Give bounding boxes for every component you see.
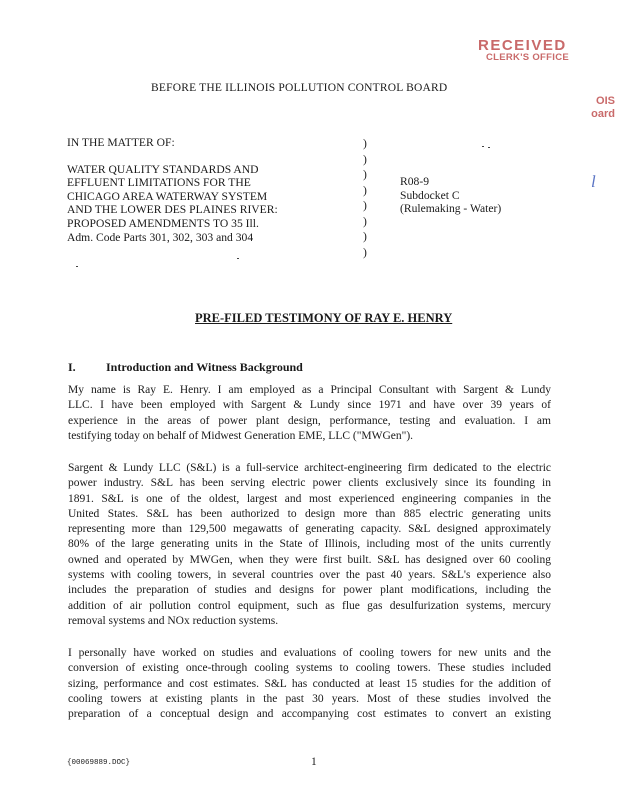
document-code: {00069889.DOC} [67,759,131,767]
paragraph-cooling-tower-experience [68,646,551,722]
caption-paren: ) [363,199,367,212]
caption-line: CHICAGO AREA WATERWAY SYSTEM [67,189,268,203]
text-line: I personally have worked on studies and evaluations of cooling towers for new units and the [68,647,551,659]
caption-paren: ) [363,168,367,181]
text-line: sizing, performance and cost estimates. S&L has conducted at least 15 studies for the addition of [68,677,551,690]
text-line: United States. S&L has been authorized to design more than 885 electric generating units [68,507,551,520]
stamp-fragment-ois: OIS [596,95,615,107]
text-line: removal systems and NOx reduction systems. [68,614,279,627]
text-line: My name is Ray E. Henry. I am employed as a Principal Consultant with Sargent & Lundy [68,384,551,396]
text-line: testifying today on behalf of Midwest Generation EME, LLC ("MWGen"). [68,429,414,442]
court-header: BEFORE THE ILLINOIS POLLUTION CONTROL BOARD [151,82,448,94]
caption-parentheses [363,136,367,260]
stamp-fragment-board: oard [591,108,615,120]
text-line: cooling towers at existing plants in the past 30 years. Most of these studies involved the [68,692,551,705]
docket-info [400,175,501,216]
text-line: owned and operated by MWGen, when they were first built. S&L has designed over 60 cooling [68,553,551,566]
caption-line: WATER QUALITY STANDARDS AND [67,162,259,176]
text-line: power industry. S&L has been serving electric power clients exclusively since its founding in [68,477,551,490]
scan-speck [76,266,78,267]
caption-line: IN THE MATTER OF: [67,136,175,149]
docket-number: R08-9 [400,175,429,188]
text-line: addition of air pollution control equipment, such as flue gas desulfurization systems, mercury [68,599,551,612]
caption-line: EFFLUENT LIMITATIONS FOR THE [67,176,251,190]
subdocket: Subdocket C [400,188,460,202]
caption-paren: ) [363,152,367,166]
caption-paren: ) [363,183,367,197]
paragraph-introduction [68,383,551,444]
paragraph-firm-background [68,461,551,629]
scan-speck [482,146,484,147]
text-line: 80% of the large generating units in the State of Illinois, including most of the units currently [68,538,551,551]
caption-paren: ) [363,230,367,243]
section-number: I. [68,360,76,374]
caption-spacer [67,150,278,163]
docket-type: (Rulemaking - Water) [400,202,502,216]
page-number: 1 [311,756,317,768]
text-line: 1891. S&L is one of the oldest, largest and most experienced engineering companies in the [68,492,551,505]
scan-speck [488,147,490,148]
text-line: includes the preparation of studies and designs for power plant modifications, including the [68,584,551,597]
text-line: experience in the areas of power plant design, performance, testing and evaluation. I am [68,414,551,427]
scan-speck [237,258,239,259]
caption-line: Adm. Code Parts 301, 302, 303 and 304 [67,230,254,244]
case-caption-matter [67,136,278,244]
testimony-title: PRE-FILED TESTIMONY OF RAY E. HENRY [195,311,453,325]
text-line: preparation of a conceptual design and accompanying cost estimates to convert an existing [68,708,551,721]
caption-line: AND THE LOWER DES PLAINES RIVER: [67,203,278,217]
text-line: LLC. I have been employed with Sargent & Lundy since 1971 and have over 39 years of [68,399,551,412]
text-line: systems with cooling towers, in several countries over the past 40 years. S&L's experience also [68,569,551,582]
text-line: representing more than 129,500 megawatts of generating capacity. S&L designed approximately [68,523,551,536]
section-heading: Introduction and Witness Background [106,360,303,374]
caption-line: PROPOSED AMENDMENTS TO 35 Ill. [67,216,259,230]
text-line: conversion of existing once-through cooling systems to cooling towers. These studies included [68,662,551,675]
received-stamp: RECEIVED [478,37,567,54]
margin-handwritten-mark: l [591,172,596,191]
clerks-office-stamp: CLERK'S OFFICE [486,52,569,63]
caption-paren: ) [363,137,367,150]
text-line: Sargent & Lundy LLC (S&L) is a full-service architect-engineering firm dedicated to the electric [68,462,551,474]
caption-paren: ) [363,245,367,259]
caption-paren: ) [363,214,367,228]
